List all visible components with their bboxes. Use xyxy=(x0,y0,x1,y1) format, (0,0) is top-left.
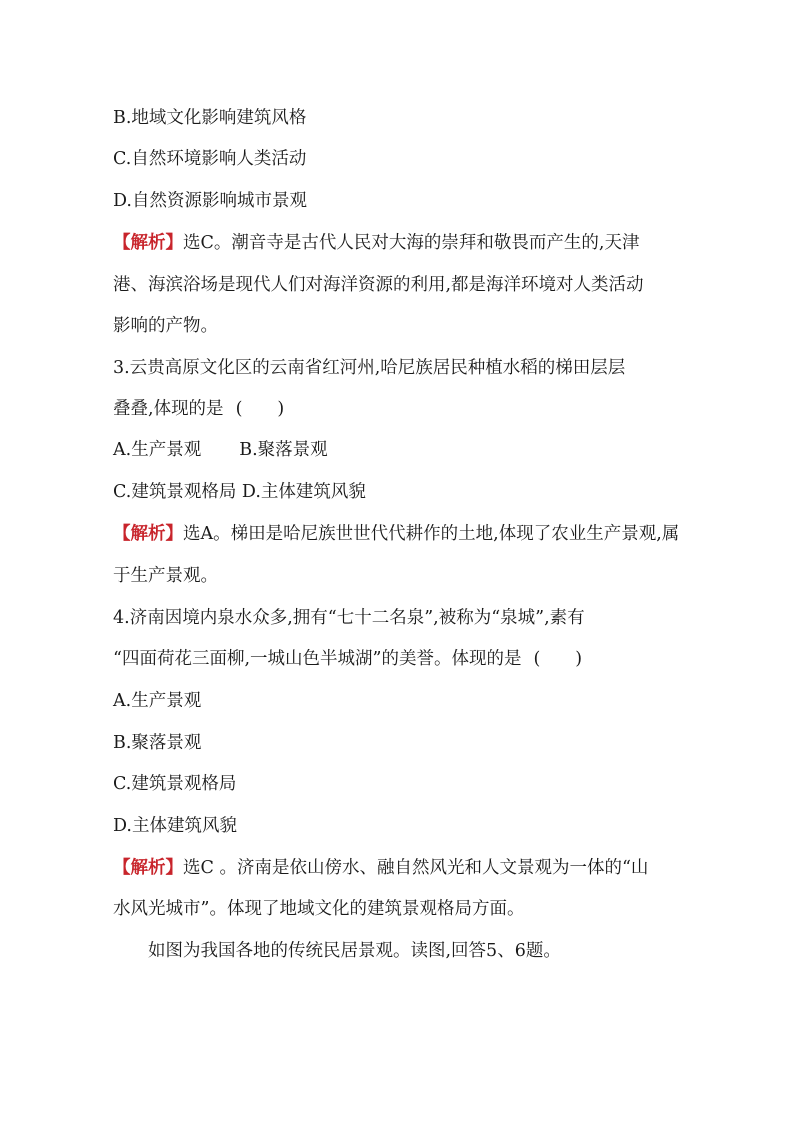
q3-analysis-line-1 xyxy=(113,522,679,546)
analysis-text: 选A。梯田是哈尼族世世代代耕作的土地,体现了农业生产景观,属 xyxy=(183,524,680,544)
q2-option-d: D.自然资源影响城市景观 xyxy=(113,191,307,211)
q2-option-b: B.地域文化影响建筑风格 xyxy=(113,108,307,128)
q2-analysis-line-3: 影响的产物。 xyxy=(113,316,218,336)
q4-analysis-line-2: 水风光城市”。体现了地域文化的建筑景观格局方面。 xyxy=(113,899,525,919)
q4-stem-line-1: 4.济南因境内泉水众多,拥有“七十二名泉”,被称为“泉城”,素有 xyxy=(113,608,585,628)
figure-intro: 如图为我国各地的传统民居景观。读图,回答5、6题。 xyxy=(148,941,561,961)
analysis-tag: 【解析】 xyxy=(113,233,183,253)
q4-stem-text: “四面荷花三面柳,一城山色半城湖”的美誉。体现的是 xyxy=(113,649,522,669)
q4-option-a: A.生产景观 xyxy=(113,691,202,711)
q2-analysis-line-2: 港、海滨浴场是现代人们对海洋资源的利用,都是海洋环境对人类活动 xyxy=(113,275,644,295)
q3-options-ab xyxy=(113,438,328,462)
analysis-text: 选C 。济南是依山傍水、融自然风光和人文景观为一体的“山 xyxy=(183,858,649,878)
q3-stem-line-1: 3.云贵高原文化区的云南省红河州,哈尼族居民种植水稻的梯田层层 xyxy=(113,358,626,378)
q3-option-b: B.聚落景观 xyxy=(239,440,328,460)
analysis-tag: 【解析】 xyxy=(113,858,183,878)
q3-option-a: A.生产景观 xyxy=(113,440,202,460)
analysis-tag: 【解析】 xyxy=(113,524,183,544)
q3-stem-text: 叠叠,体现的是 xyxy=(113,399,224,419)
q4-stem-line-2 xyxy=(113,647,582,671)
q4-analysis-line-1 xyxy=(113,856,648,880)
answer-blank: ( ) xyxy=(533,649,583,669)
analysis-text: 选C。潮音寺是古代人民对大海的崇拜和敬畏而产生的,天津 xyxy=(183,233,640,253)
q4-option-d: D.主体建筑风貌 xyxy=(113,816,237,836)
q3-option-d: D.主体建筑风貌 xyxy=(241,482,366,502)
q2-option-c: C.自然环境影响人类活动 xyxy=(113,149,307,169)
q3-analysis-line-2: 于生产景观。 xyxy=(113,566,218,586)
q4-option-c: C.建筑景观格局 xyxy=(113,774,237,794)
answer-blank: ( ) xyxy=(235,399,285,419)
q4-option-b: B.聚落景观 xyxy=(113,733,202,753)
q3-option-c: C.建筑景观格局 xyxy=(113,482,237,502)
q3-options-cd xyxy=(113,480,366,504)
q3-stem-line-2 xyxy=(113,397,284,421)
q2-analysis-line-1 xyxy=(113,231,639,255)
